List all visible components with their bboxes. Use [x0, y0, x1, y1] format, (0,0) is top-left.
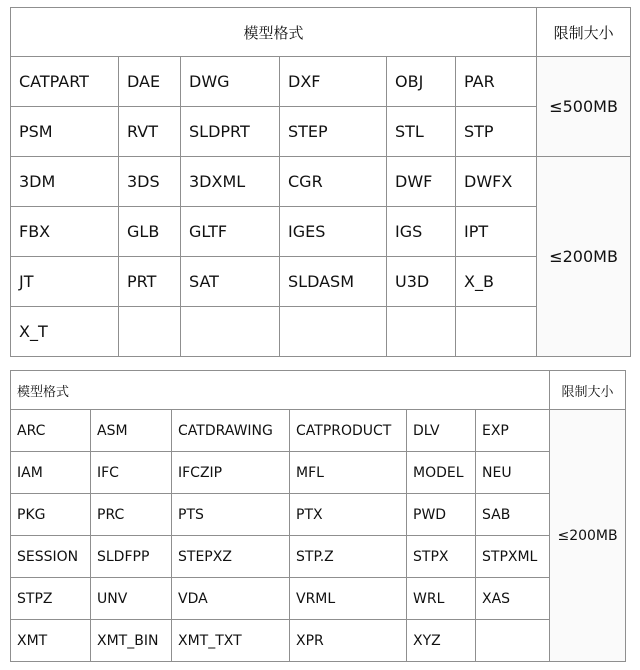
format-cell: VDA — [172, 578, 290, 620]
format-cell: DWFX — [456, 157, 537, 207]
format-cell: IFCZIP — [172, 452, 290, 494]
format-cell: SAT — [181, 257, 280, 307]
limit-cell-500mb: ≤500MB — [537, 57, 631, 157]
format-table-1 — [10, 7, 631, 357]
format-cell: XPR — [290, 620, 407, 662]
format-cell: XYZ — [407, 620, 476, 662]
table-row — [11, 578, 626, 620]
empty-cell — [181, 307, 280, 357]
table-row — [11, 57, 631, 107]
limit-cell-200mb: ≤200MB — [537, 157, 631, 357]
format-cell: 3DXML — [181, 157, 280, 207]
format-cell: RVT — [119, 107, 181, 157]
table-header-row — [11, 371, 626, 410]
format-cell: XMT_BIN — [91, 620, 172, 662]
format-cell: CGR — [280, 157, 387, 207]
format-cell: IAM — [11, 452, 91, 494]
format-cell: MODEL — [407, 452, 476, 494]
format-cell: MFL — [290, 452, 407, 494]
table-row — [11, 494, 626, 536]
table-row — [11, 410, 626, 452]
format-cell: SLDASM — [280, 257, 387, 307]
format-cell: GLTF — [181, 207, 280, 257]
format-cell: SLDFPP — [91, 536, 172, 578]
format-cell: CATPART — [11, 57, 119, 107]
format-cell: PSM — [11, 107, 119, 157]
format-cell: XMT — [11, 620, 91, 662]
table-row — [11, 536, 626, 578]
format-cell: CATPRODUCT — [290, 410, 407, 452]
format-cell: DAE — [119, 57, 181, 107]
format-cell: XAS — [476, 578, 550, 620]
format-cell: ASM — [91, 410, 172, 452]
format-cell: STEPXZ — [172, 536, 290, 578]
format-cell: DWF — [387, 157, 456, 207]
format-cell: DLV — [407, 410, 476, 452]
limit-cell-200mb: ≤200MB — [550, 410, 626, 662]
table-row — [11, 452, 626, 494]
table-row — [11, 157, 631, 207]
format-cell: DXF — [280, 57, 387, 107]
format-cell: 3DS — [119, 157, 181, 207]
limit-header: 限制大小 — [537, 8, 631, 57]
format-cell: SLDPRT — [181, 107, 280, 157]
format-cell: PKG — [11, 494, 91, 536]
format-cell: NEU — [476, 452, 550, 494]
format-cell: STPZ — [11, 578, 91, 620]
format-cell: XMT_TXT — [172, 620, 290, 662]
empty-cell — [119, 307, 181, 357]
format-cell: STPXML — [476, 536, 550, 578]
format-cell: STPX — [407, 536, 476, 578]
format-cell: IGS — [387, 207, 456, 257]
format-cell: SESSION — [11, 536, 91, 578]
format-cell: PAR — [456, 57, 537, 107]
format-cell: PTX — [290, 494, 407, 536]
format-cell: PWD — [407, 494, 476, 536]
format-cell: STP.Z — [290, 536, 407, 578]
format-cell: VRML — [290, 578, 407, 620]
format-cell: PTS — [172, 494, 290, 536]
empty-cell — [456, 307, 537, 357]
format-cell: UNV — [91, 578, 172, 620]
format-cell: STP — [456, 107, 537, 157]
table-row — [11, 620, 626, 662]
format-cell: IFC — [91, 452, 172, 494]
format-table-2 — [10, 370, 626, 662]
format-cell: GLB — [119, 207, 181, 257]
format-cell: PRT — [119, 257, 181, 307]
format-cell: DWG — [181, 57, 280, 107]
format-cell: U3D — [387, 257, 456, 307]
format-cell: SAB — [476, 494, 550, 536]
format-cell: X_B — [456, 257, 537, 307]
empty-cell — [387, 307, 456, 357]
limit-header: 限制大小 — [550, 371, 626, 410]
format-cell: OBJ — [387, 57, 456, 107]
format-cell: CATDRAWING — [172, 410, 290, 452]
empty-cell — [476, 620, 550, 662]
format-cell: IPT — [456, 207, 537, 257]
format-cell: JT — [11, 257, 119, 307]
format-cell: STEP — [280, 107, 387, 157]
format-cell: X_T — [11, 307, 119, 357]
format-cell: FBX — [11, 207, 119, 257]
empty-cell — [280, 307, 387, 357]
format-cell: WRL — [407, 578, 476, 620]
format-cell: STL — [387, 107, 456, 157]
table-header-row — [11, 8, 631, 57]
format-cell: EXP — [476, 410, 550, 452]
format-header: 模型格式 — [11, 371, 550, 410]
format-header: 模型格式 — [11, 8, 537, 57]
format-cell: ARC — [11, 410, 91, 452]
format-cell: IGES — [280, 207, 387, 257]
format-cell: 3DM — [11, 157, 119, 207]
format-cell: PRC — [91, 494, 172, 536]
